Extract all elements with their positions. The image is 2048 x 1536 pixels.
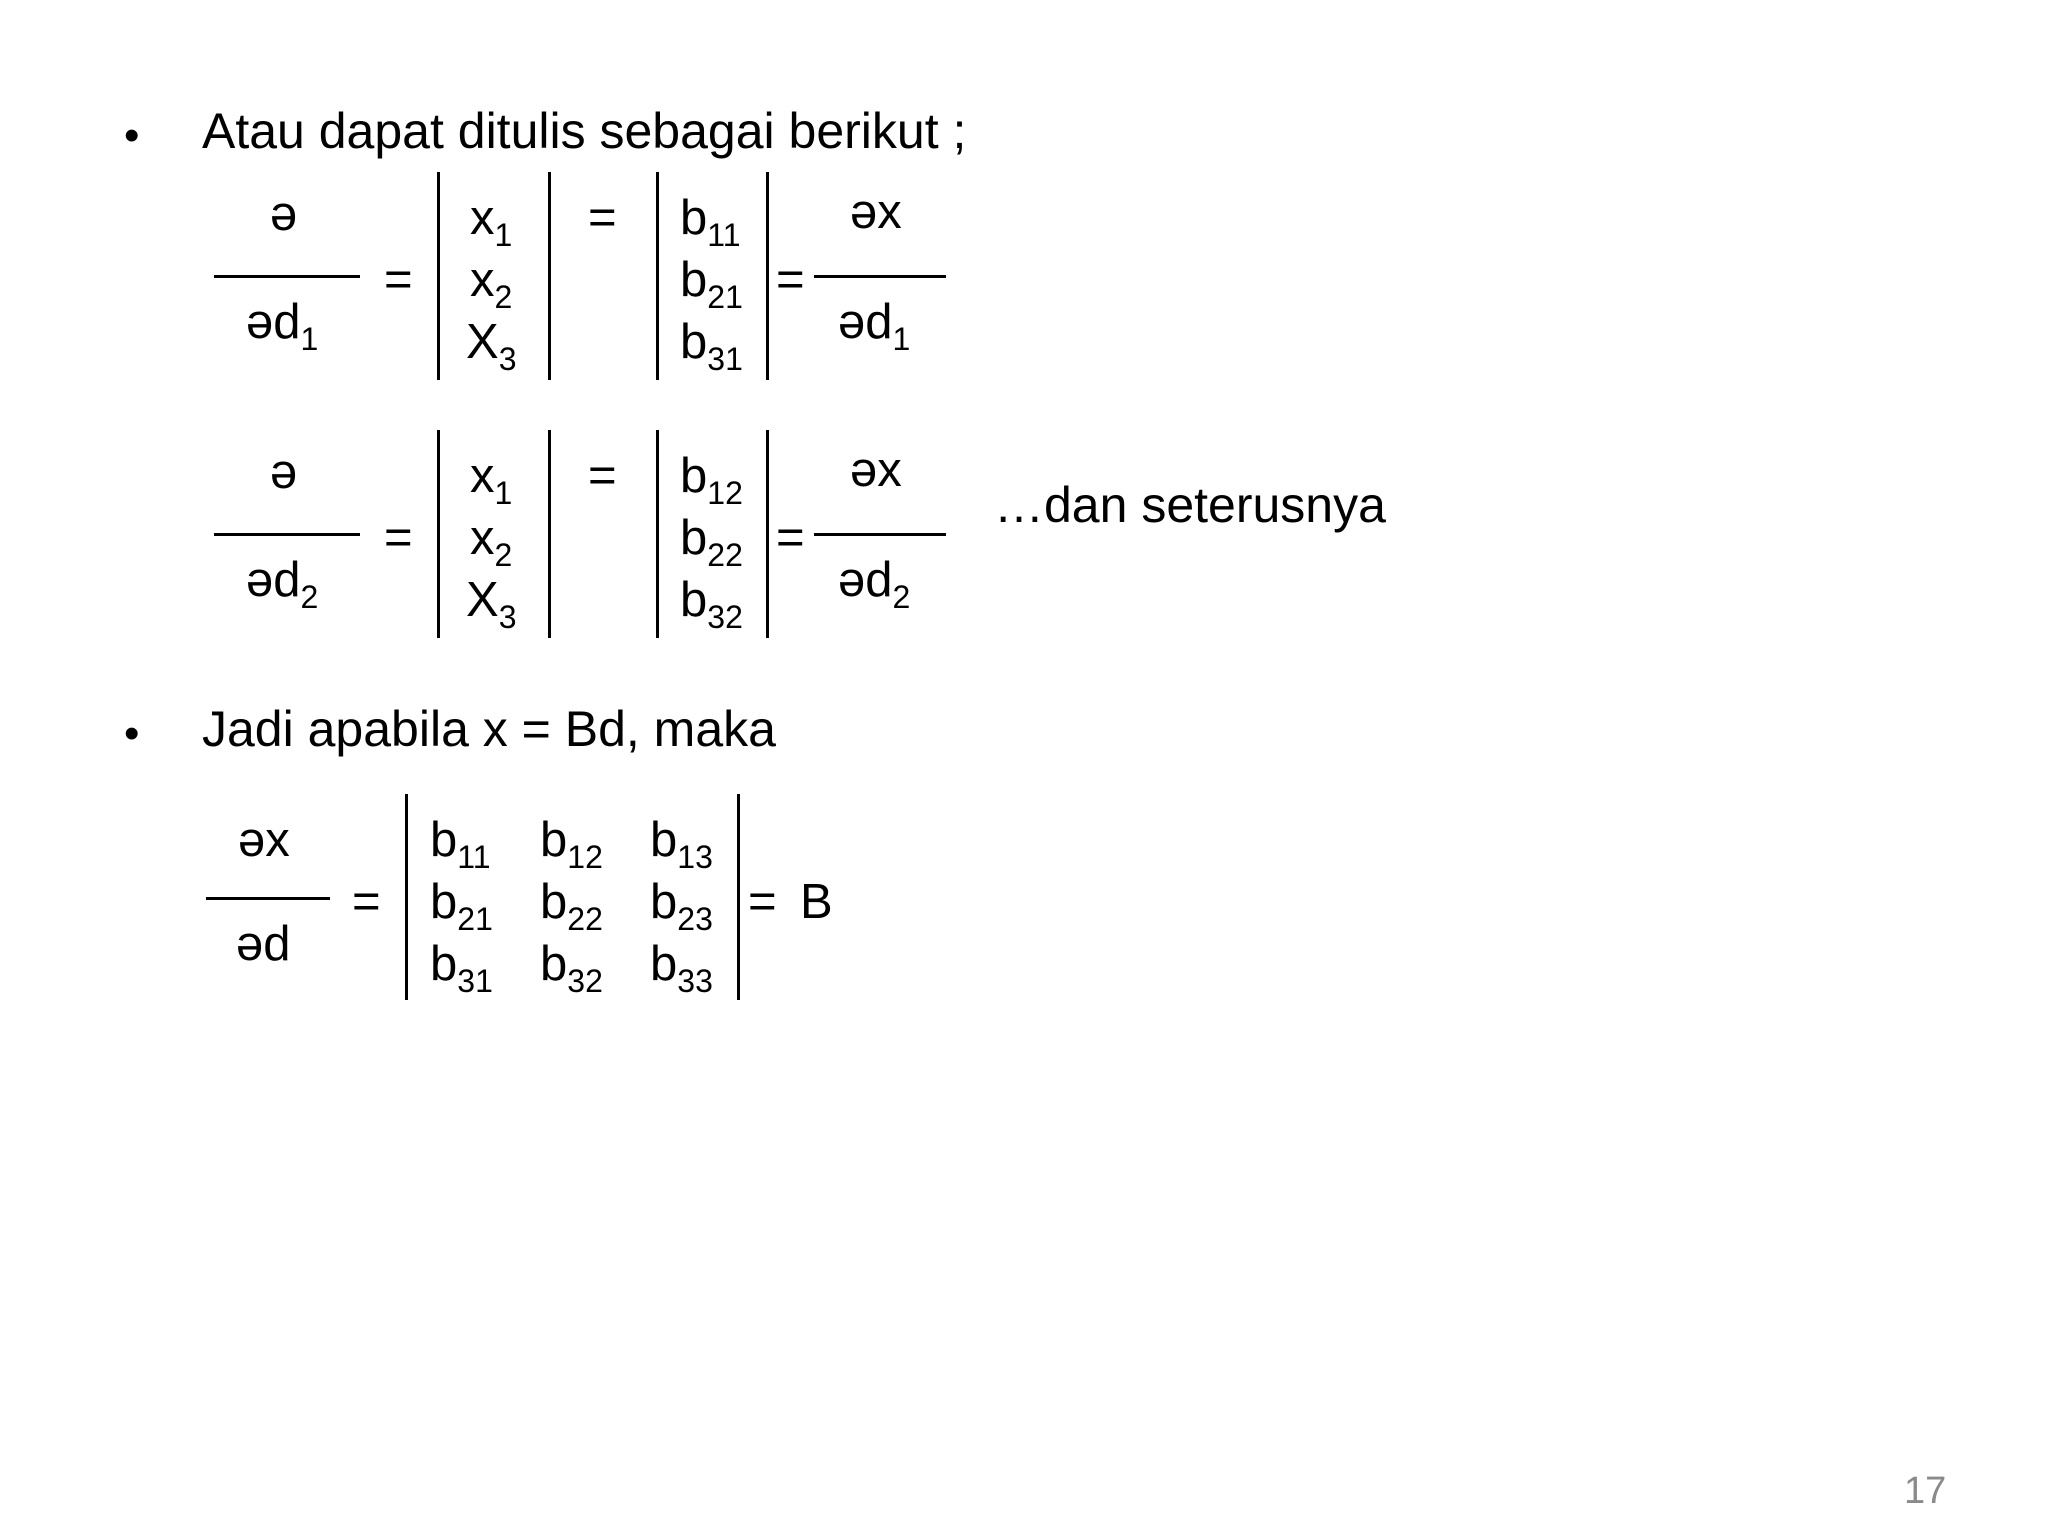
- eq2-vector-x-right-bar: [548, 430, 551, 638]
- eq3-matrix-cell: $b_{33}$: [650, 937, 713, 999]
- eq2-rhs-numerator: əx: [850, 443, 902, 497]
- eq1-vector-b-item: $b_{21}$: [680, 253, 743, 315]
- eq2-vector-x-item: $x_2$: [470, 511, 513, 573]
- eq3-matrix-right-bar: [737, 794, 740, 1000]
- eq2-fraction-bar: [214, 533, 360, 536]
- eq3-equals-2: =: [748, 875, 777, 929]
- eq3-fraction-denominator: əd: [236, 917, 291, 971]
- eq3-matrix-cell: $b_{31}$: [430, 937, 493, 999]
- eq2-fraction-denominator: əd$_2$: [246, 553, 319, 615]
- eq3-matrix-row: [430, 937, 760, 999]
- eq3-matrix-cell: $b_{13}$: [650, 813, 713, 875]
- eq1-vector-x-item: $X_3$: [466, 315, 517, 377]
- eq1-vector-x-left-bar: [437, 172, 440, 380]
- eq1-rhs-numerator: əx: [850, 185, 902, 239]
- eq2-continuation-text: …dan seterusnya: [994, 477, 1386, 533]
- eq2-equals-1: =: [384, 511, 413, 565]
- eq3-matrix-cell: $b_{21}$: [430, 875, 493, 937]
- eq2-vector-b-left-bar: [656, 430, 659, 638]
- eq3-matrix-cell: $b_{23}$: [650, 875, 713, 937]
- eq1-vector-x-right-bar: [548, 172, 551, 380]
- eq3-fraction-numerator: əx: [238, 813, 290, 867]
- bullet-text-intro: Atau dapat ditulis sebagai berikut ;: [202, 103, 967, 159]
- eq2-vector-b-item: $b_{32}$: [680, 573, 743, 635]
- bullet-marker: •: [124, 111, 140, 160]
- eq1-fraction-numerator: ə: [270, 187, 298, 241]
- eq2-vector-x-item: $x_1$: [470, 449, 513, 511]
- eq3-matrix-cell: $b_{11}$: [430, 813, 491, 875]
- eq1-vector-b-item: $b_{11}$: [680, 191, 741, 253]
- eq1-fraction-denominator: əd$_1$: [246, 295, 319, 357]
- eq3-matrix-left-bar: [405, 794, 408, 1000]
- eq2-vector-b-item: $b_{12}$: [680, 449, 743, 511]
- eq2-vector-x-item: $X_3$: [466, 573, 517, 635]
- bullet-marker: •: [124, 709, 140, 758]
- page-number: 17: [1904, 1470, 1947, 1512]
- eq2-equals-2: =: [588, 449, 617, 503]
- eq1-vector-b-right-bar: [766, 172, 769, 380]
- eq3-fraction-bar: [206, 897, 330, 900]
- eq2-vector-b-right-bar: [766, 430, 769, 638]
- eq1-vector-x-item: $x_1$: [470, 191, 513, 253]
- eq1-vector-b-left-bar: [656, 172, 659, 380]
- eq1-equals-3: =: [776, 253, 805, 307]
- eq3-matrix-row: [430, 875, 760, 937]
- eq1-vector-x-item: $x_2$: [470, 253, 513, 315]
- eq3-result: B: [800, 875, 833, 929]
- eq1-rhs-denominator: əd$_1$: [838, 295, 911, 357]
- eq3-matrix-cell: $b_{12}$: [540, 813, 603, 875]
- eq2-vector-b-item: $b_{22}$: [680, 511, 743, 573]
- eq2-vector-x-left-bar: [437, 430, 440, 638]
- eq3-matrix-cell: $b_{22}$: [540, 875, 603, 937]
- eq1-equals-1: =: [384, 253, 413, 307]
- eq2-fraction-numerator: ə: [270, 445, 298, 499]
- eq1-equals-2: =: [588, 191, 617, 245]
- eq2-rhs-fraction-bar: [814, 533, 946, 536]
- eq2-equals-3: =: [776, 511, 805, 565]
- eq1-rhs-fraction-bar: [814, 275, 946, 278]
- eq3-matrix-row: [430, 813, 760, 875]
- eq2-rhs-denominator: əd$_2$: [838, 553, 911, 615]
- eq3-equals-1: =: [352, 875, 381, 929]
- eq1-vector-b-item: $b_{31}$: [680, 315, 743, 377]
- eq3-matrix-cell: $b_{32}$: [540, 937, 603, 999]
- eq1-fraction-bar: [214, 275, 360, 278]
- bullet-text-conclusion: Jadi apabila x = Bd, maka: [202, 701, 776, 757]
